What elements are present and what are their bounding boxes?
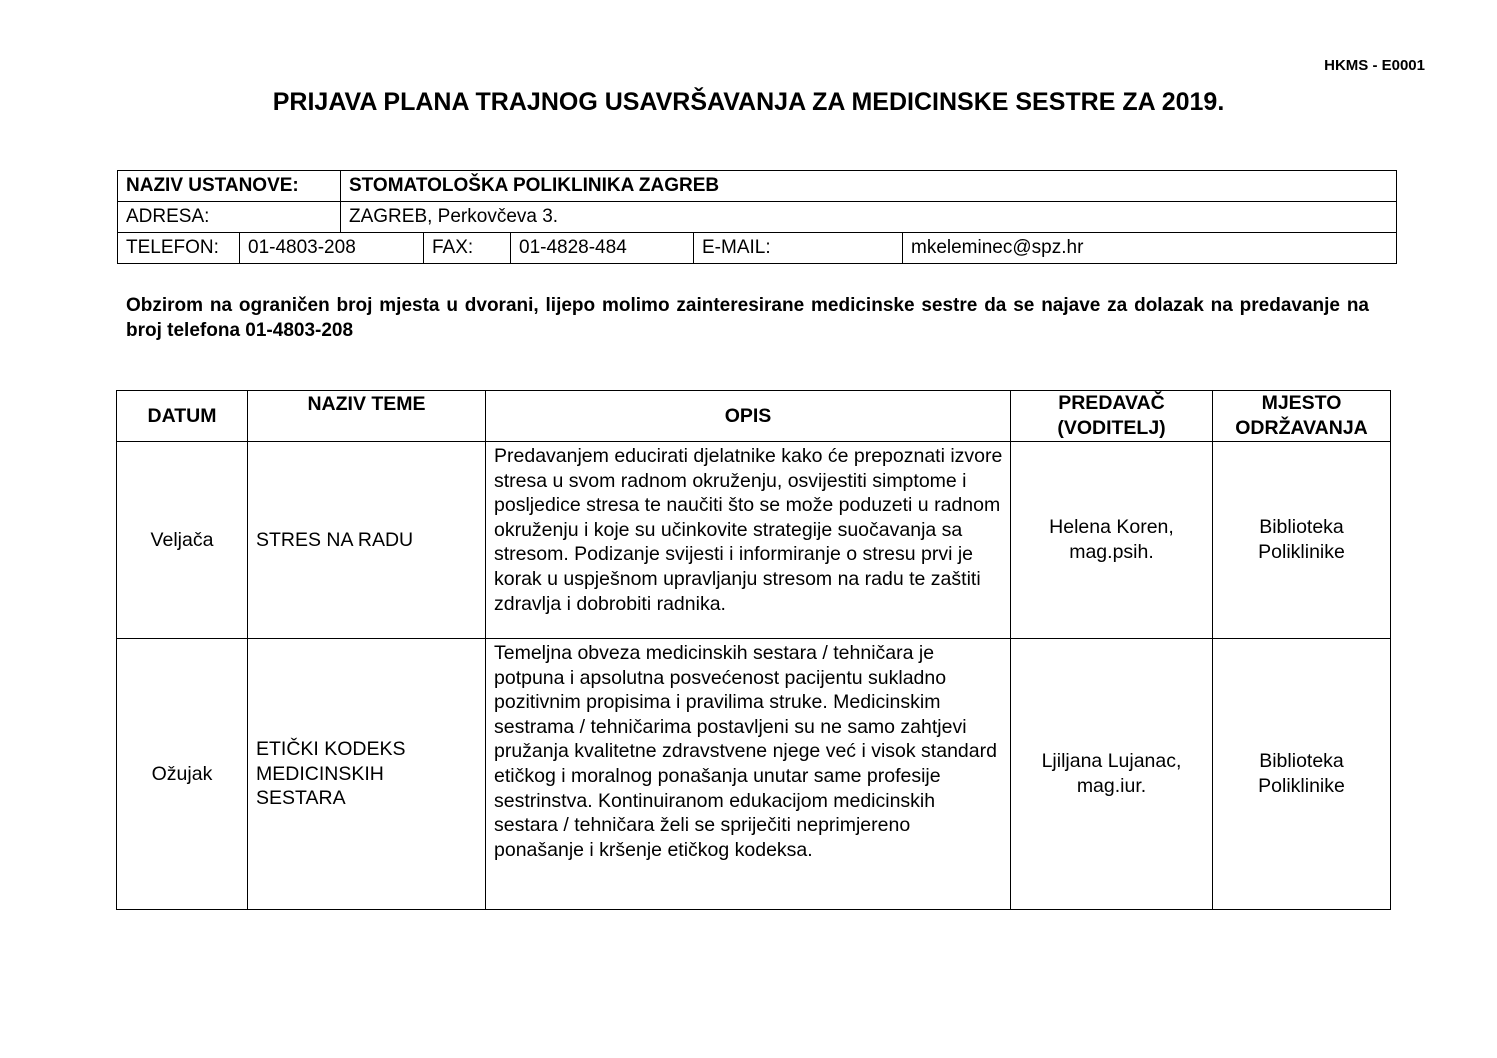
email-label: E-MAIL:: [694, 233, 903, 264]
phone-label: TELEFON:: [118, 233, 240, 264]
row-date: Ožujak: [117, 639, 248, 910]
document-title: PRIJAVA PLANA TRAJNOG USAVRŠAVANJA ZA MEDICINSKE SESTRE ZA 2019.: [272, 88, 1225, 116]
header-topic: NAZIV TEME: [248, 391, 486, 442]
row-location: Biblioteka Poliklinike: [1213, 639, 1391, 910]
document-code: HKMS - E0001: [1324, 57, 1425, 74]
row-topic: ETIČKI KODEKS MEDICINSKIH SESTARA: [248, 639, 486, 910]
institution-contact-row: [118, 233, 1397, 264]
table-row: [117, 639, 1391, 910]
header-location: MJESTO ODRŽAVANJA: [1213, 391, 1391, 442]
institution-name-row: [118, 171, 1397, 202]
row-location: Biblioteka Poliklinike: [1213, 442, 1391, 639]
table-row: [117, 442, 1391, 639]
registration-notice: Obzirom na ograničen broj mjesta u dvorani, lijepo molimo zainteresirane medicinske sestre da se najave za dolazak na predavanje na broj telefona 01-4803-208: [126, 295, 1369, 341]
phone-value: 01-4803-208: [240, 233, 424, 264]
row-description: Predavanjem educirati djelatnike kako će prepoznati izvore stresa u svom radnom okruženju, osvijestiti simptome i posljedice stresa te naučiti što se može poduzeti u radnom okruženju i koje su učinkovite strategije suočavanja sa stresom. Podizanje svijesti i informiranje o stresu prvi je korak u uspješnom upravljanju stresom na radu te zaštiti zdravlja i dobrobiti radnika.: [486, 442, 1011, 639]
fax-label: FAX:: [424, 233, 511, 264]
address-value: ZAGREB, Perkovčeva 3.: [341, 202, 1397, 233]
row-lecturer: Ljiljana Lujanac, mag.iur.: [1011, 639, 1213, 910]
header-description: OPIS: [486, 391, 1011, 442]
row-topic: STRES NA RADU: [248, 442, 486, 639]
header-date: DATUM: [117, 391, 248, 442]
email-value: mkeleminec@spz.hr: [903, 233, 1397, 264]
row-description: Temeljna obveza medicinskih sestara / tehničara je potpuna i apsolutna posvećenost pacijentu sukladno pozitivnim propisima i pravilima struke. Medicinskim sestrama / tehničarima postavljeni su ne samo zahtjevi pružanja kvalitetne zdravstvene njege već i visok standard etičkog i moralnog ponašanja unutar same profesije sestrinstva. Kontinuiranom edukacijom medicinskih sestara / tehničara želi se spriječiti neprimjereno ponašanje i kršenje etičkog kodeksa.: [486, 639, 1011, 910]
fax-value: 01-4828-484: [511, 233, 694, 264]
address-label: ADRESA:: [118, 202, 341, 233]
institution-info-table: [117, 170, 1397, 264]
row-lecturer: Helena Koren, mag.psih.: [1011, 442, 1213, 639]
header-lecturer: PREDAVAČ (VODITELJ): [1011, 391, 1213, 442]
row-date: Veljača: [117, 442, 248, 639]
education-plan-table: [116, 390, 1391, 910]
institution-name-label: NAZIV USTANOVE:: [118, 171, 341, 202]
institution-address-row: [118, 202, 1397, 233]
institution-name-value: STOMATOLOŠKA POLIKLINIKA ZAGREB: [341, 171, 1397, 202]
plan-header-row: [117, 391, 1391, 442]
